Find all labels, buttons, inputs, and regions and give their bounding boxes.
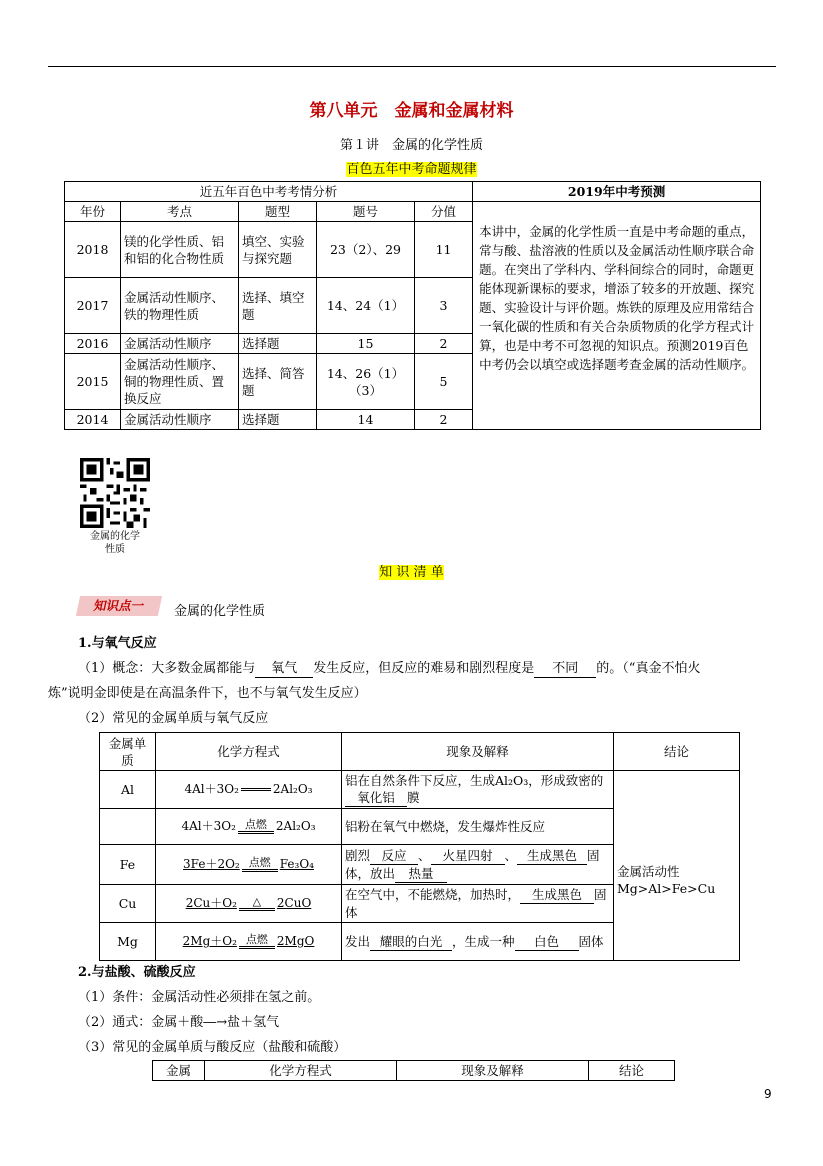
equals-sign xyxy=(241,788,271,791)
knowledge-list-text: 知 识 清 单 xyxy=(379,565,444,580)
cell-phenomenon: 铝粉在氧气中燃烧，发生爆炸性反应 xyxy=(342,809,614,845)
section-1-sub2: （2）常见的金属单质与氧气反应 xyxy=(78,711,269,726)
cell-number: 15 xyxy=(317,334,415,354)
cell-number: 14、24（1） xyxy=(317,278,415,334)
unit-title: 第八单元 金属和金属材料 xyxy=(309,101,514,121)
header-phenomenon: 现象及解释 xyxy=(397,1061,589,1081)
concept-text: 的。（“真金不怕火 xyxy=(596,661,701,676)
fill-blank: 白色 xyxy=(515,934,579,951)
knowledge-list-heading xyxy=(0,561,823,580)
condition-text: 点燃 xyxy=(248,856,271,869)
fill-blank: 生成黑色 xyxy=(517,848,587,865)
ph-text: ，生成一种 xyxy=(452,933,515,949)
col-topic: 考点 xyxy=(121,202,239,222)
analysis-left-header: 近五年百色中考考情分析 xyxy=(65,182,473,202)
ph-text: 、 xyxy=(418,847,431,863)
table-row xyxy=(100,771,740,809)
conclusion-line: Mg>Al>Fe>Cu xyxy=(617,881,716,896)
cell-year: 2016 xyxy=(65,334,121,354)
cell-topic: 金属活动性顺序、铜的物理性质、置换反应 xyxy=(121,354,239,410)
cell-topic: 金属活动性顺序 xyxy=(121,410,239,430)
section-2-sub3: （3）常见的金属单质与酸反应（盐酸和硫酸） xyxy=(78,1040,347,1055)
condition-text: 点燃 xyxy=(244,818,267,831)
col-year: 年份 xyxy=(65,202,121,222)
cell-type: 填空、实验与探究题 xyxy=(239,222,317,278)
cell-metal: Mg xyxy=(100,923,156,961)
cell-phenomenon xyxy=(342,845,614,885)
cell-score: 5 xyxy=(415,354,473,410)
ph-text: 、 xyxy=(504,847,518,863)
condition-text: △ xyxy=(252,895,262,908)
cell-equation xyxy=(156,923,342,961)
analysis-table xyxy=(64,181,761,430)
ph-text: 在空气中，不能燃烧，加热时， xyxy=(345,887,521,902)
knowledge-point-badge: 知识点一 xyxy=(76,596,162,616)
cell-score: 2 xyxy=(415,410,473,430)
qr-caption xyxy=(80,530,150,556)
cell-metal xyxy=(100,809,156,845)
concept-paragraph xyxy=(78,658,758,680)
knowledge-point-title: 金属的化学性质 xyxy=(174,604,266,619)
header-conclusion: 结论 xyxy=(589,1061,675,1081)
condition-text: 点燃 xyxy=(245,933,268,946)
fill-blank: 氧气 xyxy=(255,661,313,678)
section-1-title: 1.与氧气反应 xyxy=(78,636,157,651)
cell-equation xyxy=(156,771,342,809)
eq-left: 2Cu＋O₂ xyxy=(185,896,237,910)
cell-year: 2014 xyxy=(65,410,121,430)
cell-metal: Cu xyxy=(100,885,156,923)
header-equation: 化学方程式 xyxy=(205,1061,397,1081)
acid-reaction-table xyxy=(152,1060,675,1081)
section-banner xyxy=(0,158,823,177)
col-type: 题型 xyxy=(239,202,317,222)
header-phenomenon: 现象及解释 xyxy=(342,733,614,771)
header-equation: 化学方程式 xyxy=(156,733,342,771)
cell-number: 14 xyxy=(317,410,415,430)
eq-right: 2CuO xyxy=(276,896,312,910)
cell-score: 2 xyxy=(415,334,473,354)
cell-conclusion xyxy=(614,771,740,961)
cell-metal: Fe xyxy=(100,845,156,885)
concept-text: （1）概念：大多数金属都能与 xyxy=(78,661,256,676)
reaction-condition xyxy=(242,857,278,872)
header-rule xyxy=(48,66,776,67)
cell-type: 选择、填空题 xyxy=(239,278,317,334)
conclusion-line: 金属活动性 xyxy=(617,864,680,879)
section-2-title: 2.与盐酸、硫酸反应 xyxy=(78,965,196,980)
cell-year: 2018 xyxy=(65,222,121,278)
cell-number: 23（2）、29 xyxy=(317,222,415,278)
prediction-text: 本讲中，金属的化学性质一直是中考命题的重点，常与酸、盐溶液的性质以及金属活动性顺序联合命题。在突出了学科内、学科间综合的同时，命题更能体现新课标的要求，增添了较多的开放题、探究题、实验设计与评价题。炼铁的原理及应用常结合一氧化碳的性质和有关合杂质物质的化学方程式计算，也是中考不可忽视的知识点。预测2019百色中考仍会以填空或选择题考查金属的活动性顺序。 xyxy=(473,202,761,430)
cell-equation xyxy=(156,809,342,845)
eq-right: Fe₃O₄ xyxy=(279,857,314,871)
ph-text: 膜 xyxy=(407,790,420,805)
eq-left: 4Al＋3O₂ xyxy=(181,819,236,833)
ph-text: 固体 xyxy=(578,933,604,949)
cell-type: 选择题 xyxy=(239,334,317,354)
cell-metal: Al xyxy=(100,771,156,809)
cell-score: 3 xyxy=(415,278,473,334)
ph-text: 铝在自然条件下反应，生成Al₂O₃，形成致密的 xyxy=(345,773,604,788)
cell-number: 14、26（1）（3） xyxy=(317,354,415,410)
fill-blank: 耀眼的白光 xyxy=(370,934,452,951)
cell-topic: 镁的化学性质、铝和铝的化合物性质 xyxy=(121,222,239,278)
banner-text: 百色五年中考命题规律 xyxy=(346,162,477,177)
eq-left: 3Fe＋2O₂ xyxy=(183,857,240,871)
concept-text: 发生反应，但反应的难易和剧烈程度是 xyxy=(313,661,535,676)
cell-phenomenon xyxy=(342,885,614,923)
header-conclusion: 结论 xyxy=(614,733,740,771)
cell-score: 11 xyxy=(415,222,473,278)
col-score: 分值 xyxy=(415,202,473,222)
eq-right: 2MgO xyxy=(276,934,315,948)
fill-blank: 氧化铝 xyxy=(345,790,407,807)
cell-topic: 金属活动性顺序 xyxy=(121,334,239,354)
section-2-condition: （1）条件：金属活动性必须排在氢之前。 xyxy=(78,990,321,1005)
fill-blank: 不同 xyxy=(534,661,596,678)
fill-blank: 生成黑色 xyxy=(520,887,594,904)
eq-left: 2Mg＋O₂ xyxy=(182,934,237,948)
cell-phenomenon xyxy=(342,923,614,961)
header-metal: 金属 xyxy=(153,1061,205,1081)
eq-right: 2Al₂O₃ xyxy=(272,782,313,796)
eq-left: 4Al＋3O₂ xyxy=(184,782,239,796)
page-number: 9 xyxy=(764,1087,772,1101)
cell-topic: 金属活动性顺序、铁的物理性质 xyxy=(121,278,239,334)
qr-caption-line: 性质 xyxy=(105,544,125,555)
analysis-right-header: 2019年中考预测 xyxy=(473,182,761,202)
cell-equation xyxy=(156,885,342,923)
cell-type: 选择题 xyxy=(239,410,317,430)
cell-equation xyxy=(156,845,342,885)
section-2-formula: （2）通式：金属＋酸―→盐＋氢气 xyxy=(78,1015,280,1030)
fill-blank: 火星四射 xyxy=(431,848,505,865)
ph-text: 剧烈 xyxy=(345,847,371,863)
concept-continuation: 炼”说明金即使是在高温条件下，也不与氧气发生反应） xyxy=(48,686,367,701)
col-number: 题号 xyxy=(317,202,415,222)
oxygen-reaction-table xyxy=(99,732,740,961)
reaction-condition xyxy=(238,819,274,834)
qr-code-icon[interactable] xyxy=(80,458,150,528)
ph-text: 发出 xyxy=(345,933,371,949)
ph-text: 固体 xyxy=(345,887,607,920)
fill-blank: 热量 xyxy=(395,866,447,883)
header-metal: 金属单质 xyxy=(100,733,156,771)
fill-blank: 反应 xyxy=(370,848,418,865)
cell-year: 2017 xyxy=(65,278,121,334)
cell-type: 选择、简答题 xyxy=(239,354,317,410)
reaction-condition xyxy=(239,934,275,949)
cell-year: 2015 xyxy=(65,354,121,410)
ph-text: 固体，放出 xyxy=(345,847,600,881)
eq-right: 2Al₂O₃ xyxy=(275,819,316,833)
reaction-condition xyxy=(239,896,275,911)
lesson-title: 第１讲 金属的化学性质 xyxy=(339,138,483,153)
cell-phenomenon xyxy=(342,771,614,809)
qr-caption-line: 金属的化学 xyxy=(90,531,140,542)
